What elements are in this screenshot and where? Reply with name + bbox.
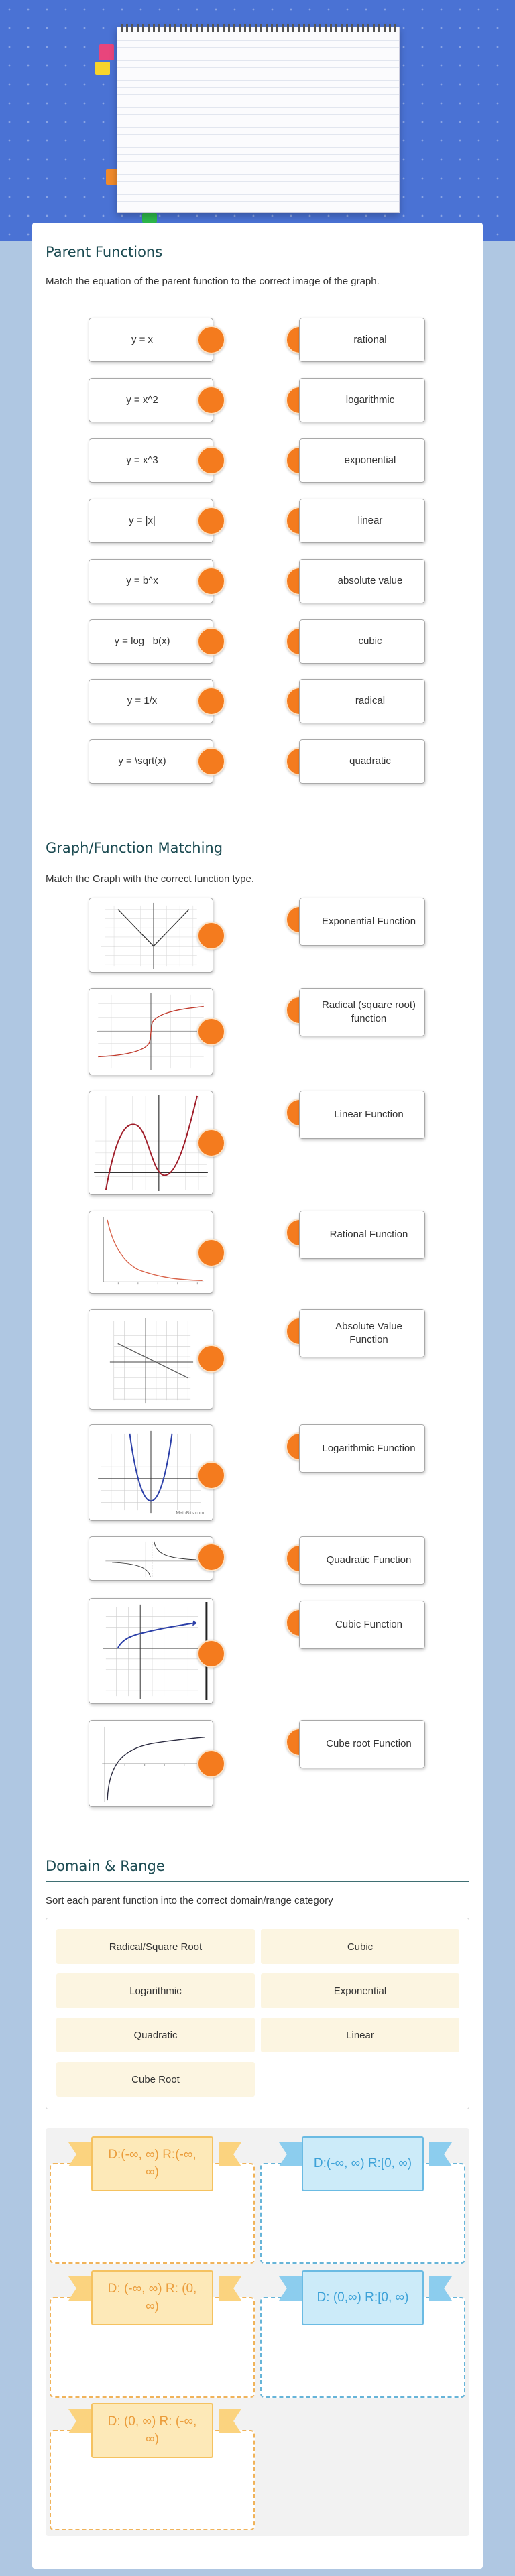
graph-card-rational[interactable] xyxy=(89,1536,213,1581)
function-type-card[interactable] xyxy=(299,1536,425,1585)
match-connector-left[interactable] xyxy=(197,1018,225,1046)
parent-functions-instructions: Match the equation of the parent function to the correct image of the graph. xyxy=(46,275,380,287)
match-connector-left[interactable] xyxy=(197,1129,225,1157)
function-type-label: Absolute Value Function xyxy=(335,1321,402,1345)
equation-label: y = \sqrt(x) xyxy=(118,755,166,767)
match-connector-left[interactable] xyxy=(197,386,225,414)
graph-card-absolute-value[interactable] xyxy=(89,898,213,973)
notebook-tab-green xyxy=(142,213,157,223)
function-type-card[interactable] xyxy=(299,1091,425,1139)
sort-item[interactable]: Cube Root xyxy=(56,2062,255,2097)
function-type-card[interactable] xyxy=(299,1424,425,1473)
category-label: D:(-∞, ∞) R:[0, ∞) xyxy=(302,2136,424,2191)
function-type-label: Logarithmic Function xyxy=(322,1443,416,1454)
function-name-card[interactable] xyxy=(299,378,425,422)
function-name-card[interactable] xyxy=(299,679,425,723)
sort-item[interactable]: Logarithmic xyxy=(56,1973,255,2008)
rational-curve-graph xyxy=(91,1213,211,1291)
equation-label: y = x^3 xyxy=(126,454,158,466)
function-type-label: Rational Function xyxy=(329,1229,408,1240)
graph-card-rational-curve[interactable] xyxy=(89,1211,213,1294)
function-name-label: rational xyxy=(353,334,387,345)
category-label: D: (0,∞) R:[0, ∞) xyxy=(302,2270,424,2325)
match-connector-left[interactable] xyxy=(197,1239,225,1267)
equation-label: y = 1/x xyxy=(127,695,158,707)
function-type-card[interactable] xyxy=(299,1309,425,1357)
equation-label: y = log _b(x) xyxy=(114,635,170,647)
category-label: D: (-∞, ∞) R: (0, ∞) xyxy=(91,2270,213,2325)
quadratic-graph xyxy=(91,1427,211,1518)
function-name-card[interactable] xyxy=(299,559,425,603)
absolute-value-graph xyxy=(91,900,211,970)
function-type-label: Exponential Function xyxy=(321,916,416,927)
equation-card[interactable] xyxy=(89,739,213,784)
radical-graph xyxy=(91,1601,211,1701)
equation-card[interactable] xyxy=(89,679,213,723)
match-connector-left[interactable] xyxy=(197,446,225,475)
graph-card-logarithmic[interactable] xyxy=(89,1720,213,1807)
function-type-label: Radical (square root) function xyxy=(321,999,416,1024)
function-name-card[interactable] xyxy=(299,739,425,784)
sort-item[interactable]: Radical/Square Root xyxy=(56,1929,255,1964)
sort-item[interactable]: Linear xyxy=(261,2018,459,2052)
logarithmic-graph xyxy=(91,1723,211,1804)
function-name-label: linear xyxy=(357,515,383,526)
equation-card[interactable] xyxy=(89,438,213,483)
match-connector-left[interactable] xyxy=(197,507,225,535)
function-name-label: absolute value xyxy=(337,575,403,587)
match-connector-left[interactable] xyxy=(197,747,225,776)
function-type-label: Quadratic Function xyxy=(326,1554,412,1566)
function-name-label: quadratic xyxy=(349,755,391,767)
equation-label: y = x xyxy=(131,334,154,345)
notebook-image xyxy=(117,27,400,213)
equation-label: y = b^x xyxy=(126,575,158,587)
function-type-card[interactable] xyxy=(299,1720,425,1768)
function-type-card[interactable] xyxy=(299,898,425,946)
function-type-card[interactable] xyxy=(299,988,425,1036)
rational-graph xyxy=(91,1539,211,1578)
match-connector-left[interactable] xyxy=(197,1461,225,1489)
category-label: D: (0, ∞) R: (-∞, ∞) xyxy=(91,2403,213,2458)
function-name-card[interactable] xyxy=(299,619,425,664)
cubic-graph xyxy=(91,1093,211,1192)
match-connector-left[interactable] xyxy=(197,1750,225,1778)
match-connector-left[interactable] xyxy=(197,326,225,354)
graph-matching-instructions: Match the Graph with the correct function type. xyxy=(46,873,254,885)
graph-card-linear[interactable] xyxy=(89,1309,213,1410)
function-name-label: cubic xyxy=(358,635,382,647)
graph-card-cube-root[interactable] xyxy=(89,988,213,1075)
function-type-label: Cube root Function xyxy=(326,1738,412,1750)
notebook-tab-yellow xyxy=(95,62,110,75)
match-connector-left[interactable] xyxy=(197,1543,225,1571)
category-label: D:(-∞, ∞) R:(-∞, ∞) xyxy=(91,2136,213,2191)
function-type-card[interactable] xyxy=(299,1211,425,1259)
graph-card-radical[interactable] xyxy=(89,1598,213,1704)
equation-card[interactable] xyxy=(89,619,213,664)
equation-card[interactable] xyxy=(89,499,213,543)
equation-card[interactable] xyxy=(89,318,213,362)
match-connector-left[interactable] xyxy=(197,627,225,656)
equation-label: y = |x| xyxy=(129,515,156,526)
match-connector-left[interactable] xyxy=(197,1640,225,1668)
function-name-card[interactable] xyxy=(299,438,425,483)
function-name-card[interactable] xyxy=(299,318,425,362)
function-type-card[interactable] xyxy=(299,1601,425,1649)
notebook-tab-pink xyxy=(99,44,114,60)
equation-card[interactable] xyxy=(89,559,213,603)
section-title-parent-functions: Parent Functions xyxy=(46,244,163,260)
graph-card-quadratic[interactable] xyxy=(89,1424,213,1521)
section-title-domain-range: Domain & Range xyxy=(46,1858,165,1874)
sort-item[interactable]: Exponential xyxy=(261,1973,459,2008)
graph-card-cubic[interactable] xyxy=(89,1091,213,1195)
notebook-spiral xyxy=(121,24,396,32)
graph-credit: MathBits.com xyxy=(176,1511,205,1516)
function-name-label: radical xyxy=(355,695,386,707)
match-connector-left[interactable] xyxy=(197,687,225,715)
match-connector-left[interactable] xyxy=(197,1345,225,1373)
function-type-label: Linear Function xyxy=(334,1109,404,1120)
sort-item[interactable]: Quadratic xyxy=(56,2018,255,2052)
function-name-card[interactable] xyxy=(299,499,425,543)
section-title-graph-matching: Graph/Function Matching xyxy=(46,840,223,856)
section-divider xyxy=(46,1881,469,1882)
equation-label: y = x^2 xyxy=(126,394,158,406)
sort-item[interactable]: Cubic xyxy=(261,1929,459,1964)
function-name-label: exponential xyxy=(344,454,396,466)
domain-range-instructions: Sort each parent function into the correct domain/range category xyxy=(46,1895,333,1906)
cube-root-graph xyxy=(91,991,211,1072)
match-connector-left[interactable] xyxy=(197,922,225,950)
equation-card[interactable] xyxy=(89,378,213,422)
linear-graph xyxy=(91,1312,211,1407)
match-connector-left[interactable] xyxy=(197,567,225,595)
function-type-label: Cubic Function xyxy=(335,1619,403,1630)
function-name-label: logarithmic xyxy=(345,394,395,406)
